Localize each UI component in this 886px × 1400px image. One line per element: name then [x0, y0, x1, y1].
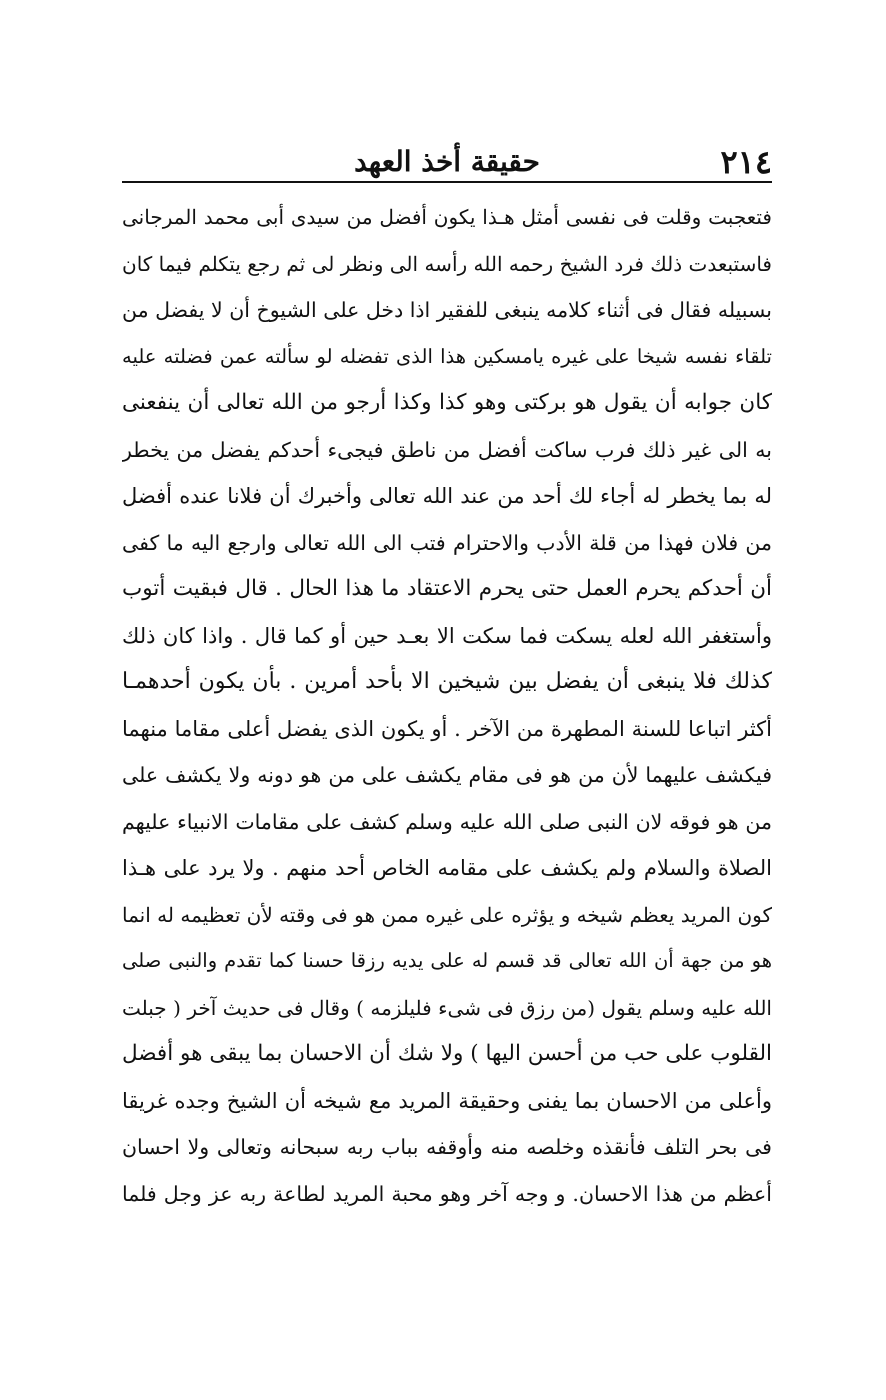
text-line: فاستبعدت ذلك فرد الشيخ رحمه الله رأسه الى ونظر لى ثم رجع يتكلم فيما كان — [122, 251, 772, 276]
text-line: له بما يخطر له أجاء لك أحد من عند الله تعالى وأخبرك أن فلانا عنده أفضل — [122, 484, 772, 508]
text-line: وأستغفر الله لعله يسكت فما سكت الا بعـد حين أو كما قال . واذا كان ذلك — [122, 623, 772, 648]
text-line: من فلان فهذا من قلة الأدب والاحترام فتب الى الله تعالى وارجع اليه ما كفى — [122, 530, 772, 555]
page-number: ٢١٤ — [720, 143, 772, 181]
text-line: تلقاء نفسه شيخا على غيره يامسكين هذا الذى تفضله لو سألته عمن فضلته عليه — [122, 344, 772, 368]
text-line: به الى غير ذلك فرب ساكت أفضل من ناطق فيجىء أحدكم يفضل من يخطر — [122, 437, 772, 462]
text-line: من هو فوقه لان النبى صلى الله عليه وسلم كشف على مقامات الانبياء عليهم — [122, 809, 772, 834]
text-line: بسبيله فقال فى أثناء كلامه ينبغى للفقير اذا دخل على الشيوخ أن لا يفضل من — [122, 298, 772, 322]
text-line: وأعلى من الاحسان بما يفنى وحقيقة المريد مع شيخه أن الشيخ وجده غريقا — [122, 1088, 772, 1113]
text-line: أكثر اتباعا للسنة المطهرة من الآخر . أو يكون الذى يفضل أعلى مقاما منهما — [122, 716, 772, 741]
running-title: حقيقة أخذ العهد — [354, 145, 540, 178]
text-line: الصلاة والسلام ولم يكشف على مقامه الخاص أحد منهم . ولا يرد على هـذا — [122, 856, 772, 880]
text-line: أعظم من هذا الاحسان. و وجه آخر وهو محبة المريد لطاعة ربه عز وجل فلما — [122, 1181, 772, 1206]
text-line: فتعجبت وقلت فى نفسى أمثل هـذا يكون أفضل من سيدى أبى محمد المرجانى — [122, 205, 772, 229]
text-line: أن أحدكم يحرم العمل حتى يحرم الاعتقاد ما هذا الحال . قال فبقيت أتوب — [122, 576, 772, 601]
text-line: كان جوابه أن يقول هو بركتى وهو كذا وكذا أرجو من الله تعالى أن ينفعنى — [122, 390, 772, 415]
page-header — [122, 140, 772, 180]
text-line: هو من جهة أن الله تعالى قد قسم له على يديه رزقا حسنا كما تقدم والنبى صلى — [122, 949, 772, 972]
text-line: فيكشف عليهما لأن من هو فى مقام يكشف على من هو دونه ولا يكشف على — [122, 763, 772, 787]
text-line: الله عليه وسلم يقول (من رزق فى شىء فليلزمه ) وقال فى حديث آخر ( جبلت — [122, 995, 772, 1020]
text-line: كون المريد يعظم شيخه و يؤثره على غيره ممن هو فى وقته لأن تعظيمه له انما — [122, 902, 772, 927]
text-line: فى بحر التلف فأنقذه وخلصه منه وأوقفه بباب ربه سبحانه وتعالى ولا احسان — [122, 1135, 772, 1159]
body-text — [122, 194, 772, 1217]
header-rule — [122, 181, 772, 183]
text-line: كذلك فلا ينبغى أن يفضل بين شيخين الا بأحد أمرين . بأن يكون أحدهمـا — [122, 669, 772, 694]
text-line: القلوب على حب من أحسن اليها ) ولا شك أن الاحسان بما يبقى هو أفضل — [122, 1041, 772, 1066]
